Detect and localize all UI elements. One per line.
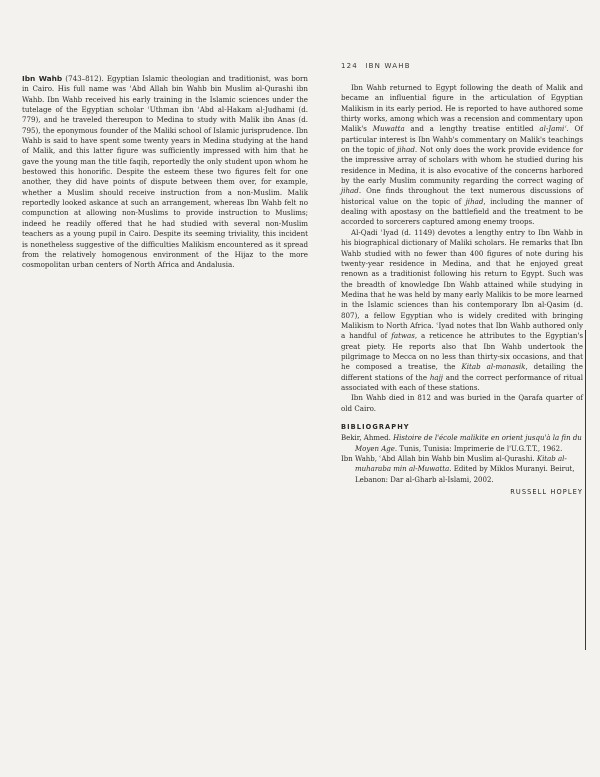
entry-dates: (743–812). <box>65 74 104 83</box>
paragraph-qadi-iyad: Al-Qadi ʿIyad (d. 1149) devotes a lengthy entry to Ibn Wahb in his biographical dictionary of Maliki scholars. He remarks that Ibn Wahb studied with no fewer than 400 figures of note during his twenty-year residence in Medina, and that he enjoyed great renown as a traditionist following his return to Egypt. Such was the breadth of knowledge Ibn Wahb attained while studying in Medina that he was held by many early Malikis to be more learned in the Islamic sciences than his contemporary Ibn al-Qasim (d. 807), a fellow Egyptian who is widely credited with bringing Malikism to North Africa. ʿIyad notes that Ibn Wahb authored only a handful of fatwas, a reticence he attributes to the Egyptian's great piety. He reports also that Ibn Wahb undertook the pilgrimage to Mecca on no less than thirty-six occasions, and that he composed a treatise, the Kitab al-manasik, detailing the different stations of the hajj and the correct performance of ritual associated with each of these stations. <box>341 227 583 392</box>
bibliography-heading: BIBLIOGRAPHY <box>341 423 410 431</box>
right-column <box>341 83 583 497</box>
page-number: 124 <box>341 62 358 70</box>
article-author: RUSSELL HOPLEY <box>510 487 583 496</box>
page-edge-line <box>585 330 586 650</box>
entry-left-text: Egyptian Islamic theologian and traditionist, was born in Cairo. His full name was ʿAbd Allah bin Wahb bin Muslim al-Qurashi ibn Wahb. Ibn Wahb received his early training in the Islamic sciences under the tutelage of the Egyptian scholar ʿUthman ibn ʿAbd al-Hakam al-Judhami (d. 779), and he traveled thereupon to Medina to study with Malik ibn Anas (d. 795), the eponymous founder of the Maliki school of Islamic jurisprudence. Ibn Wahb is said to have spent some twenty years in Medina studying at the hand of Malik, and this latter figure was sufficiently impressed with him that he gave the young man the title faqih, reportedly the only student upon whom he bestowed this honorific. Despite the esteem these two figures felt for one another, they did have points of dispute between them over, for example, whether a Muslim should receive instruction from a non-Muslim. Malik reportedly looked askance at such an arrangement, whereas Ibn Wahb felt no compunction at allowing non-Muslims to provide instruction to Muslims; indeed he readily offered that he had studied with several non-Muslim teachers as a young pupil in Cairo. Despite its seeming triviality, this incident is nonetheless suggestive of the difficulties Malikism encountered as it spread from the relatively homogenous environment of the Hijaz to the more cosmopolitan urban centers of North Africa and Andalusia. <box>22 74 308 270</box>
left-column <box>22 74 308 271</box>
running-head-title: IBN WAHB <box>365 62 411 70</box>
paragraph-death: Ibn Wahb died in 812 and was buried in the Qarafa quarter of old Cairo. <box>341 393 583 413</box>
entry-intro-paragraph <box>22 74 308 271</box>
entry-heading: Ibn Wahb <box>22 74 63 83</box>
bibliography-item-ibn-wahb: Ibn Wahb, ʿAbd Allah bin Wahb bin Muslim al-Qurashi. Kitab al-muharaba min al-Muwatta. Edited by Miklos Muranyi. Beirut, Lebanon: Dar al-Gharb al-Islami, 2002. <box>341 454 575 484</box>
running-head <box>341 62 411 70</box>
paragraph-return-to-egypt: Ibn Wahb returned to Egypt following the death of Malik and became an influential figure in the articulation of Egyptian Malikism in its early period. He is reported to have authored some thirty works, among which was a recension and commentary upon Malik's Muwatta and a lengthy treatise entitled al-Jamiʿ. Of particular interest is Ibn Wahb's commentary on Malik's teachings on the topic of jihad. Not only does the work provide evidence for the impressive array of scholars with whom he studied during his residence in Medina, it is also evocative of the concerns harbored by the early Muslim community regarding the correct waging of jihad. One finds throughout the text numerous discussions of historical value on the topic of jihad, including the manner of dealing with apostasy on the battlefield and the treatment to be accorded to sorcerers captured among enemy troops. <box>341 83 584 227</box>
bibliography-item-bekir: Bekir, Ahmed. Histoire de l'école malikite en orient jusqu'à la fin du Moyen Age. Tunis, Tunisia: Imprimerie de l'U.G.T.T., 1962. <box>341 434 582 453</box>
